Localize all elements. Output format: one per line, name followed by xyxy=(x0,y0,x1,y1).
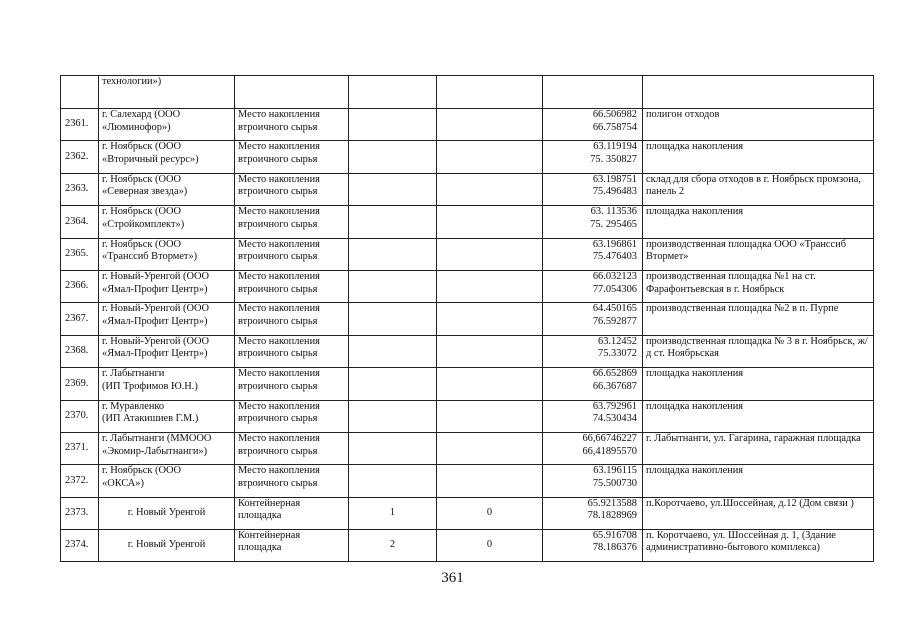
note-text: площадка накопления xyxy=(646,141,744,153)
cell-num: 2370. xyxy=(61,400,99,432)
coord-line: 63.119194 xyxy=(593,141,637,153)
type-line: втроичного сырья xyxy=(238,477,318,489)
note-text: площадка накопления xyxy=(646,368,744,380)
type-line: Место накопления xyxy=(238,109,320,120)
table-row xyxy=(61,206,874,238)
cell-num: 2374. xyxy=(61,529,99,561)
cell-region xyxy=(99,335,235,367)
cell-region xyxy=(99,76,235,109)
type-line: втроичного сырья xyxy=(238,121,318,133)
type-line: Место накопления xyxy=(238,270,320,282)
cell-type xyxy=(235,400,349,432)
table-row-continuation xyxy=(61,76,874,109)
note-text: склад для сбора отходов в г. Ноябрьск промзона, панель 2 xyxy=(646,173,861,198)
note-text: полигон отходов xyxy=(646,109,720,120)
table-row xyxy=(61,270,874,302)
coord-line: 63.12452 xyxy=(598,335,637,347)
cell-coords xyxy=(543,173,643,205)
coord-line: 63.196115 xyxy=(593,465,637,477)
cell-col5 xyxy=(437,465,543,497)
cell-num: 2369. xyxy=(61,368,99,400)
cell-type xyxy=(235,270,349,302)
type-line: площадка xyxy=(238,510,282,522)
note-text: п.Коротчаево, ул.Шоссейная, д.12 (Дом связи ) xyxy=(646,497,854,509)
coord-line: 75.476403 xyxy=(592,251,637,263)
cell-coords xyxy=(543,465,643,497)
region-line: г. Лабытнанги (ММООО xyxy=(102,432,212,444)
region-line: «Северная звезда») xyxy=(102,186,188,198)
table-row xyxy=(61,303,874,335)
cell-col4 xyxy=(349,432,437,464)
cell-region xyxy=(99,109,235,141)
type-line: Место накопления xyxy=(238,206,320,218)
coord-line: 75.500730 xyxy=(592,477,637,489)
region-line: «Транссиб Втормет») xyxy=(102,251,198,263)
cell-type xyxy=(235,109,349,141)
region-line: (ИП Трофимов Ю.Н.) xyxy=(102,380,198,392)
registry-table xyxy=(60,75,874,562)
cell-coords xyxy=(543,497,643,529)
cell-note xyxy=(643,400,874,432)
cell-coords xyxy=(543,238,643,270)
type-line: Место накопления xyxy=(238,400,320,412)
cell-note xyxy=(643,465,874,497)
region-line: «Ямал-Профит Центр») xyxy=(102,315,208,327)
region-line: г. Ноябрьск (ООО xyxy=(102,206,182,218)
note-text: производственная площадка №2 в п. Пурпе xyxy=(646,303,839,315)
cell-col5 xyxy=(437,368,543,400)
type-line: Место накопления xyxy=(238,368,320,380)
cell-type xyxy=(235,368,349,400)
type-line: Место накопления xyxy=(238,335,320,347)
region-line: г. Новый Уренгой xyxy=(127,538,206,550)
region-line: г. Салехард (ООО xyxy=(102,109,181,120)
coord-line: 63.792961 xyxy=(592,400,637,412)
cell-col5 xyxy=(437,335,543,367)
region-line: г. Ноябрьск (ООО xyxy=(102,465,182,477)
cell-type xyxy=(235,76,349,109)
type-line: втроичного сырья xyxy=(238,153,318,165)
region-line: «Вторичный ресурс») xyxy=(102,153,199,165)
cell-coords xyxy=(543,270,643,302)
cell-col5 xyxy=(437,109,543,141)
cell-note xyxy=(643,529,874,561)
cell-type xyxy=(235,303,349,335)
table-row xyxy=(61,529,874,561)
cell-region xyxy=(99,270,235,302)
cell-num: 2366. xyxy=(61,270,99,302)
cell-coords xyxy=(543,432,643,464)
cell-note xyxy=(643,206,874,238)
cell-col5 xyxy=(437,238,543,270)
table-body xyxy=(61,76,874,562)
cell-num xyxy=(61,76,99,109)
type-line: Место накопления xyxy=(238,238,320,250)
cell-col4 xyxy=(349,270,437,302)
cell-col4 xyxy=(349,173,437,205)
cell-num: 2364. xyxy=(61,206,99,238)
coord-line: 75.33072 xyxy=(598,348,637,360)
region-line: «Стройкомплект») xyxy=(102,218,185,230)
coord-line: 66,41895570 xyxy=(582,445,637,457)
cell-type xyxy=(235,173,349,205)
cell-region xyxy=(99,141,235,173)
region-line: (ИП Атакишиев Г.М.) xyxy=(102,413,199,425)
cell-type xyxy=(235,206,349,238)
cell-col4 xyxy=(349,76,437,109)
region-line: г. Новый Уренгой xyxy=(127,506,206,518)
type-line: втроичного сырья xyxy=(238,283,318,295)
cell-coords xyxy=(543,141,643,173)
cell-type xyxy=(235,141,349,173)
cell-region xyxy=(99,303,235,335)
cell-region xyxy=(99,368,235,400)
type-line: втроичного сырья xyxy=(238,218,318,230)
table-row xyxy=(61,238,874,270)
cell-col5 xyxy=(437,76,543,109)
cell-num: 2367. xyxy=(61,303,99,335)
cell-note xyxy=(643,76,874,109)
region-line: г. Ноябрьск (ООО xyxy=(102,173,182,185)
coord-line: 75.496483 xyxy=(592,186,637,198)
cell-col4 xyxy=(349,238,437,270)
note-text: п. Коротчаево, ул. Шоссейная д. 1, (Здание административно-бытового комплекса) xyxy=(646,529,836,554)
cell-num: 2365. xyxy=(61,238,99,270)
cell-col4: 2 xyxy=(349,529,437,561)
cell-col4: 1 xyxy=(349,497,437,529)
coord-line: 74.530434 xyxy=(592,413,637,425)
cell-note xyxy=(643,368,874,400)
cell-col5: 0 xyxy=(437,497,543,529)
region-line: «Экомир-Лабытнанги») xyxy=(102,445,208,457)
type-line: втроичного сырья xyxy=(238,380,318,392)
page-number: 361 xyxy=(441,570,464,586)
type-line: втроичного сырья xyxy=(238,315,318,327)
coord-line: 77.054306 xyxy=(592,283,637,295)
region-line: г. Ноябрьск (ООО xyxy=(102,238,182,250)
cell-region xyxy=(99,400,235,432)
type-line: втроичного сырья xyxy=(238,186,318,198)
coord-line: 66.758754 xyxy=(592,121,637,133)
cell-type xyxy=(235,238,349,270)
coord-line: 66,66746227 xyxy=(582,432,637,444)
region-line: «Люминофор») xyxy=(102,121,171,133)
coord-line: 76.592877 xyxy=(592,315,637,327)
type-line: втроичного сырья xyxy=(238,251,318,263)
cell-region xyxy=(99,206,235,238)
cell-coords xyxy=(543,76,643,109)
cell-num: 2373. xyxy=(61,497,99,529)
region-line: г. Муравленко xyxy=(102,400,165,412)
cell-note xyxy=(643,497,874,529)
cell-note xyxy=(643,335,874,367)
table-row xyxy=(61,497,874,529)
cell-col4 xyxy=(349,141,437,173)
cell-num: 2368. xyxy=(61,335,99,367)
cell-col5: 0 xyxy=(437,529,543,561)
region-line: г. Новый-Уренгой (ООО xyxy=(102,270,210,282)
cell-type xyxy=(235,529,349,561)
type-line: Контейнерная xyxy=(238,529,301,541)
cell-col4 xyxy=(349,109,437,141)
cell-note xyxy=(643,432,874,464)
region-line: г. Лабытнанги xyxy=(102,368,165,380)
table-row xyxy=(61,400,874,432)
cell-col5 xyxy=(437,173,543,205)
cell-col5 xyxy=(437,206,543,238)
cell-col4 xyxy=(349,368,437,400)
cell-num: 2361. xyxy=(61,109,99,141)
cell-num: 2363. xyxy=(61,173,99,205)
cell-region xyxy=(99,173,235,205)
coord-line: 66.032123 xyxy=(592,270,637,282)
cell-region xyxy=(99,432,235,464)
type-line: Место накопления xyxy=(238,141,320,153)
type-line: Место накопления xyxy=(238,465,320,477)
cell-region xyxy=(99,529,235,561)
type-line: Место накопления xyxy=(238,432,320,444)
region-line: «ОКСА») xyxy=(102,477,144,489)
coord-line: 78.186376 xyxy=(592,542,637,554)
cell-note xyxy=(643,238,874,270)
cell-col4 xyxy=(349,400,437,432)
cell-coords xyxy=(543,529,643,561)
cell-note xyxy=(643,109,874,141)
type-line: Контейнерная xyxy=(238,497,301,509)
cell-type xyxy=(235,497,349,529)
table-row xyxy=(61,109,874,141)
cell-num: 2371. xyxy=(61,432,99,464)
cell-coords xyxy=(543,400,643,432)
coord-line: 66.367687 xyxy=(592,380,637,392)
table-row xyxy=(61,432,874,464)
cell-col4 xyxy=(349,206,437,238)
note-text: производственная площадка №1 на ст. Фарафонтьевская в г. Ноябрьск xyxy=(646,270,816,295)
note-text: площадка накопления xyxy=(646,465,744,477)
type-line: площадка xyxy=(238,542,282,554)
coord-line: 63. 113536 xyxy=(590,206,637,218)
coord-line: 78.1828969 xyxy=(587,510,637,522)
cell-col5 xyxy=(437,400,543,432)
type-line: Место накопления xyxy=(238,173,320,185)
region-line: «Ямал-Профит Центр») xyxy=(102,283,208,295)
type-line: Место накопления xyxy=(238,303,320,315)
coord-line: 64.450165 xyxy=(592,303,637,315)
coord-line: 66.652869 xyxy=(592,368,637,380)
table-row xyxy=(61,465,874,497)
region-line: «Ямал-Профит Центр») xyxy=(102,348,208,360)
coord-line: 75. 295465 xyxy=(590,218,637,230)
note-text: площадка накопления xyxy=(646,400,744,412)
note-text: производственная площадка № 3 в г. Ноябрьск, ж/д ст. Ноябрьская xyxy=(646,335,868,360)
cell-note xyxy=(643,173,874,205)
coord-line: 65.916708 xyxy=(592,529,637,541)
cell-col4 xyxy=(349,303,437,335)
table-row xyxy=(61,141,874,173)
cell-type xyxy=(235,432,349,464)
coord-line: 63.198751 xyxy=(592,173,637,185)
cell-coords xyxy=(543,303,643,335)
type-line: втроичного сырья xyxy=(238,348,318,360)
cell-col4 xyxy=(349,465,437,497)
coord-line: 63.196861 xyxy=(592,238,637,250)
note-text: г. Лабытнанги, ул. Гагарина, гаражная площадка xyxy=(646,432,861,444)
type-line: втроичного сырья xyxy=(238,445,318,457)
note-text: производственная площадка ООО «Транссиб Втормет» xyxy=(646,238,846,263)
coord-line: 65.9213588 xyxy=(587,497,637,509)
cell-type xyxy=(235,335,349,367)
cell-col5 xyxy=(437,270,543,302)
coord-line: 75. 350827 xyxy=(590,153,637,165)
cell-region xyxy=(99,497,235,529)
cell-region xyxy=(99,465,235,497)
note-text: площадка накопления xyxy=(646,206,744,218)
table-row xyxy=(61,368,874,400)
cell-note xyxy=(643,270,874,302)
cell-col5 xyxy=(437,141,543,173)
cell-num: 2372. xyxy=(61,465,99,497)
cell-col5 xyxy=(437,432,543,464)
cell-coords xyxy=(543,206,643,238)
type-line: втроичного сырья xyxy=(238,413,318,425)
cell-col5 xyxy=(437,303,543,335)
continuation-text: технологии») xyxy=(102,76,162,87)
region-line: г. Новый-Уренгой (ООО xyxy=(102,335,210,347)
region-line: г. Ноябрьск (ООО xyxy=(102,141,182,153)
cell-region xyxy=(99,238,235,270)
table-row xyxy=(61,335,874,367)
cell-num: 2362. xyxy=(61,141,99,173)
coord-line: 66.506982 xyxy=(592,109,637,120)
table-row xyxy=(61,173,874,205)
cell-coords xyxy=(543,109,643,141)
region-line: г. Новый-Уренгой (ООО xyxy=(102,303,210,315)
cell-note xyxy=(643,303,874,335)
cell-coords xyxy=(543,368,643,400)
cell-note xyxy=(643,141,874,173)
cell-coords xyxy=(543,335,643,367)
cell-type xyxy=(235,465,349,497)
cell-col4 xyxy=(349,335,437,367)
